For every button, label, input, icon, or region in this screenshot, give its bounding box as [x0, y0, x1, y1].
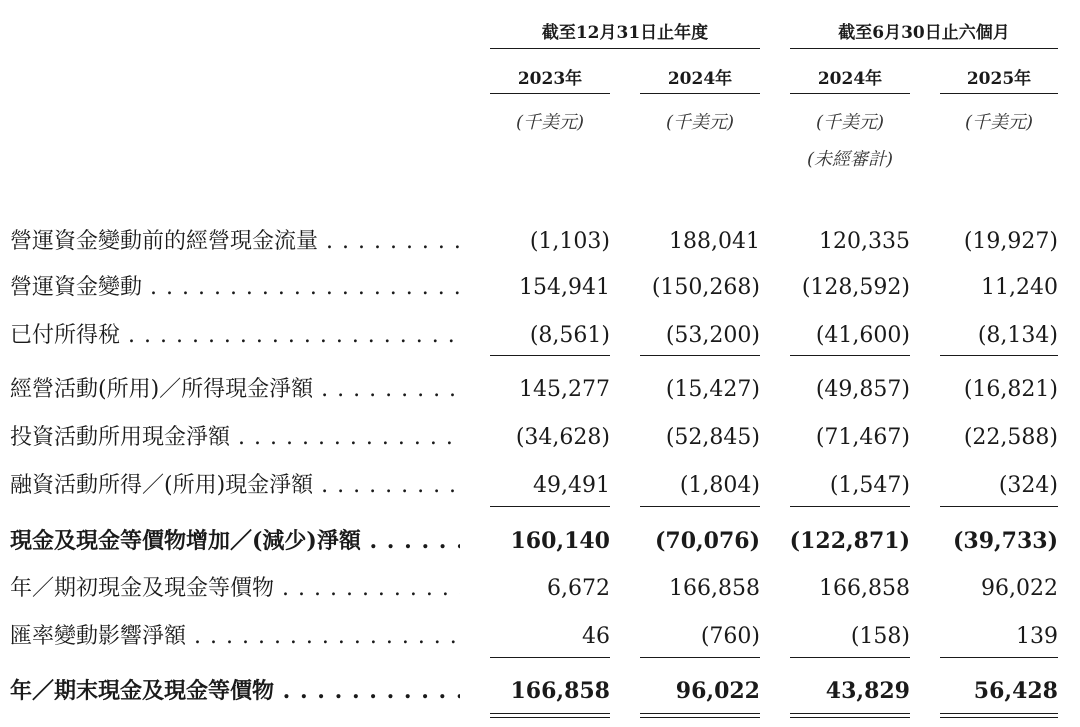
cell-2025-h1: 11,240 — [981, 275, 1058, 300]
cell-2023: 6,672 — [547, 576, 610, 601]
cell-2024: 96,022 — [675, 678, 760, 704]
cell-2024: (52,845) — [665, 425, 760, 450]
year-underline-2 — [640, 93, 760, 94]
row-label: 現金及現金等價物增加／(減少)淨額 . . . — [10, 521, 460, 561]
table-row — [0, 316, 1080, 356]
row-label: 匯率變動影響淨額 . . . — [10, 617, 460, 657]
cell-2024-h1: (128,592) — [801, 275, 910, 300]
table-row — [0, 466, 1080, 506]
cell-2025-h1: 56,428 — [973, 678, 1058, 704]
cell-2024-h1: (71,467) — [815, 425, 910, 450]
cell-2023: 154,941 — [519, 275, 610, 300]
cell-2024: 188,041 — [669, 229, 760, 254]
cell-2024-h1: (41,600) — [815, 323, 910, 348]
year-header-3: 2024年 — [817, 69, 883, 89]
table-row — [0, 222, 1080, 262]
subtotal-rule — [790, 657, 910, 658]
group-underline-interim — [790, 48, 1058, 49]
year-underline-4 — [940, 93, 1058, 94]
subtotal-rule — [940, 355, 1058, 356]
row-label: 年／期末現金及現金等價物 . . . — [10, 671, 460, 711]
row-label: 年／期初現金及現金等價物 . . . — [10, 569, 460, 609]
row-label: 營運資金變動 . . . — [10, 268, 460, 308]
cell-2024: (15,427) — [665, 377, 760, 402]
cell-2024-h1: (122,871) — [789, 528, 910, 554]
row-label: 營運資金變動前的經營現金流量 . . . — [10, 222, 460, 262]
cell-2025-h1: 96,022 — [981, 576, 1058, 601]
subtotal-rule — [490, 506, 610, 507]
table-row — [0, 569, 1080, 609]
year-underline-1 — [490, 93, 610, 94]
unit-label-1: (千美元) — [515, 112, 585, 133]
cell-2024: (1,804) — [679, 473, 760, 498]
total-double-rule — [940, 713, 1058, 718]
cell-2024-h1: 43,829 — [825, 678, 910, 704]
subtotal-rule — [640, 506, 760, 507]
cell-2023: (34,628) — [515, 425, 610, 450]
unit-label-4: (千美元) — [964, 112, 1034, 133]
group-header-annual: 截至12月31日止年度 — [541, 23, 709, 43]
subtotal-rule — [790, 506, 910, 507]
total-double-rule — [790, 713, 910, 718]
cell-2025-h1: (16,821) — [963, 377, 1058, 402]
subtotal-rule — [940, 506, 1058, 507]
subtotal-rule — [940, 657, 1058, 658]
cell-2024: (53,200) — [665, 323, 760, 348]
group-underline-annual — [490, 48, 760, 49]
cell-2024: 166,858 — [669, 576, 760, 601]
cell-2023: 49,491 — [533, 473, 610, 498]
cell-2023: (8,561) — [529, 323, 610, 348]
subtotal-rule — [790, 355, 910, 356]
year-underline-3 — [790, 93, 910, 94]
table-row-net-change — [0, 521, 1080, 561]
unaudited-label: (未經審計) — [806, 149, 894, 170]
cell-2024: (760) — [700, 624, 760, 649]
cell-2023: 160,140 — [510, 528, 610, 554]
cell-2025-h1: (324) — [998, 473, 1058, 498]
table-row — [0, 370, 1080, 410]
unit-label-3: (千美元) — [815, 112, 885, 133]
row-label: 經營活動(所用)／所得現金淨額 . . . — [10, 370, 460, 410]
cell-2025-h1: (39,733) — [952, 528, 1058, 554]
cell-2025-h1: (19,927) — [963, 229, 1058, 254]
cell-2024-h1: (1,547) — [829, 473, 910, 498]
cell-2024-h1: 166,858 — [819, 576, 910, 601]
row-label: 投資活動所用現金淨額 . . . — [10, 418, 460, 458]
cell-2024: (150,268) — [651, 275, 760, 300]
cell-2024-h1: (49,857) — [815, 377, 910, 402]
cell-2024-h1: (158) — [850, 624, 910, 649]
group-header-interim: 截至6月30日止六個月 — [838, 23, 1010, 43]
subtotal-rule — [640, 355, 760, 356]
unit-label-2: (千美元) — [665, 112, 735, 133]
cell-2023: 145,277 — [519, 377, 610, 402]
cell-2024: (70,076) — [654, 528, 760, 554]
row-label: 融資活動所得／(所用)現金淨額 . . . — [10, 466, 460, 506]
subtotal-rule — [490, 355, 610, 356]
cell-2025-h1: (8,134) — [977, 323, 1058, 348]
cell-2023: 46 — [582, 624, 610, 649]
year-header-1: 2023年 — [517, 69, 583, 89]
cell-2025-h1: 139 — [1016, 624, 1058, 649]
table-row — [0, 268, 1080, 308]
subtotal-rule — [490, 657, 610, 658]
table-row-closing-balance — [0, 671, 1080, 711]
cell-2023: (1,103) — [529, 229, 610, 254]
row-label: 已付所得稅 . . . — [10, 316, 460, 356]
subtotal-rule — [640, 657, 760, 658]
cell-2023: 166,858 — [510, 678, 610, 704]
total-double-rule — [490, 713, 610, 718]
total-double-rule — [640, 713, 760, 718]
year-header-4: 2025年 — [966, 69, 1032, 89]
cell-2024-h1: 120,335 — [819, 229, 910, 254]
table-row — [0, 418, 1080, 458]
cell-2025-h1: (22,588) — [963, 425, 1058, 450]
table-row — [0, 617, 1080, 657]
year-header-2: 2024年 — [667, 69, 733, 89]
